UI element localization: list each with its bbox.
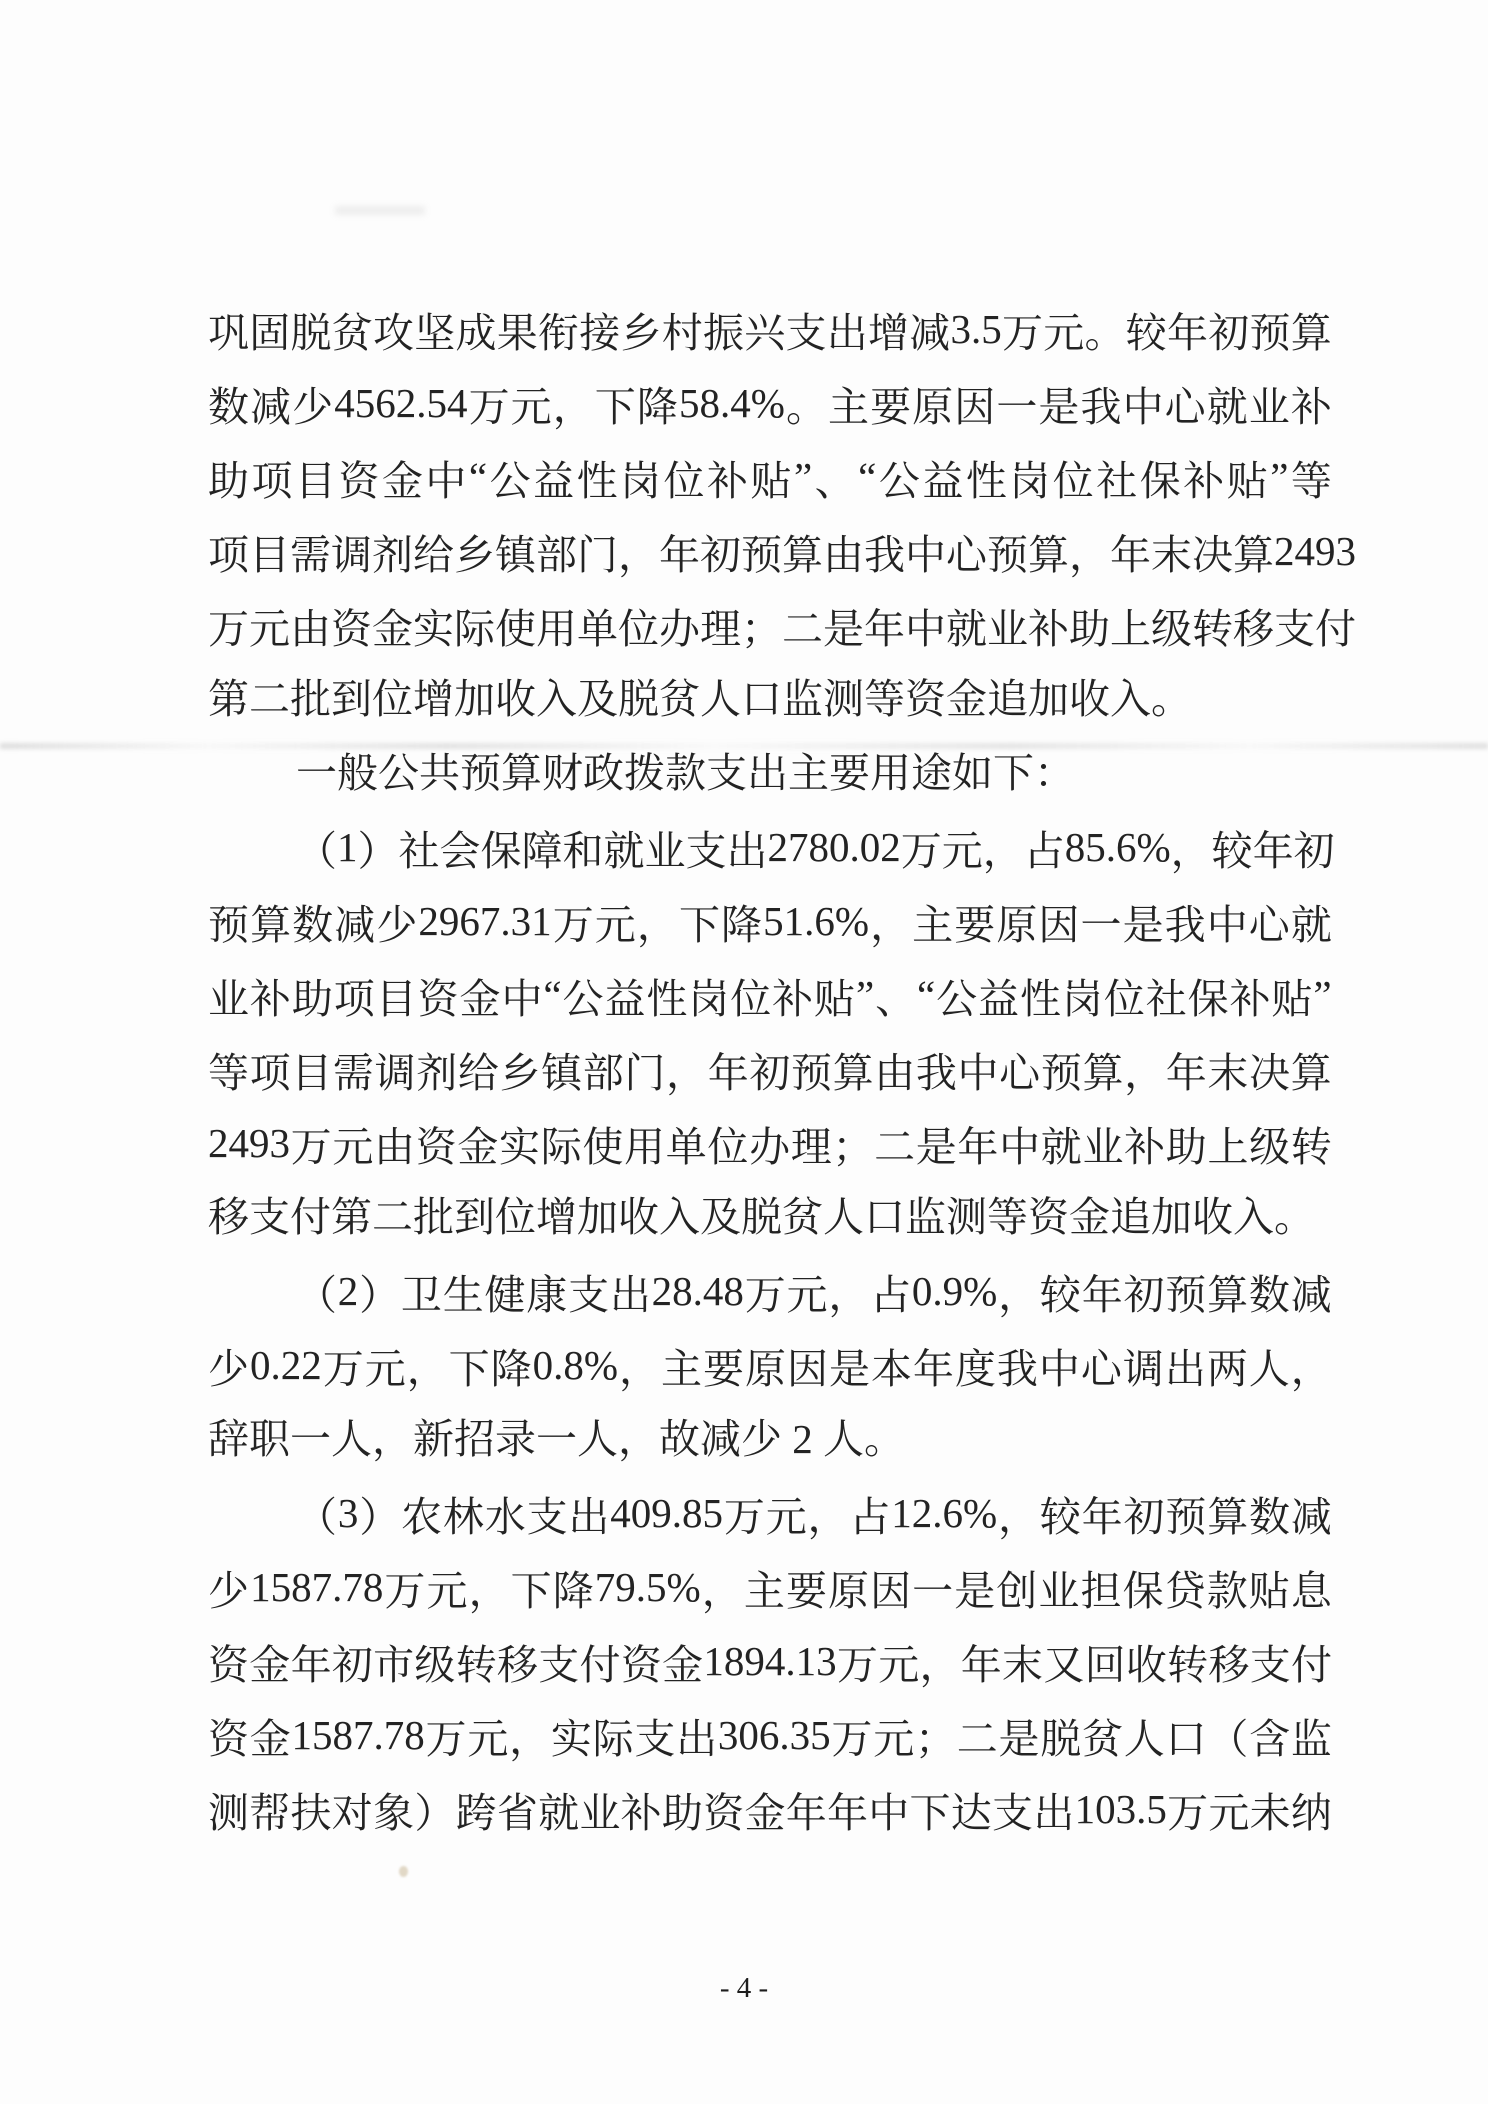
- text-line: 巩 固 脱 贫 攻 坚 成 果 衔 接 乡 村 振 兴 支 出 增 减 3.5 万 元 。 较 年 初 预 算: [208, 306, 1332, 356]
- scan-artifact-speck: [335, 206, 425, 215]
- text-line: 资 金 年 初 市 级 转 移 支 付 资 金 1894.13 万 元 ， 年 末 又 回 收 转 移 支 付: [208, 1638, 1332, 1688]
- scan-artifact-speck: [399, 1866, 408, 1877]
- text-line: 少 1587.78 万 元 ， 下 降 79.5% ， 主 要 原 因 一 是 创 业 担 保 贷 款 贴 息: [208, 1564, 1332, 1614]
- text-line: （ 1 ） 社 会 保 障 和 就 业 支 出 2780.02 万 元 ， 占 85.6% ， 较 年 初: [296, 824, 1335, 874]
- text-line: 测 帮 扶 对 象 ） 跨 省 就 业 补 助 资 金 年 年 中 下 达 支 出 103.5 万 元 未 纳: [208, 1786, 1332, 1836]
- text-line: 辞职一人，新招录一人，故减少 2 人。: [208, 1416, 905, 1462]
- text-line: 少 0.22 万 元 ， 下 降 0.8% ， 主 要 原 因 是 本 年 度 我 中 心 调 出 两 人 ，: [208, 1342, 1332, 1392]
- text-line: 资 金 1587.78 万 元 ， 实 际 支 出 306.35 万 元 ； 二 是 脱 贫 人 口 （ 含 监: [208, 1712, 1332, 1762]
- text-line: 等 项 目 需 调 剂 给 乡 镇 部 门 ， 年 初 预 算 由 我 中 心 预 算 ， 年 末 决 算: [208, 1049, 1332, 1096]
- text-line: （ 2 ） 卫 生 健 康 支 出 28.48 万 元 ， 占 0.9% ， 较 年 初 预 算 数 减: [296, 1268, 1332, 1318]
- text-line: 移支付第二批到位增加收入及脱贫人口监测等资金追加收入。: [208, 1194, 1315, 1240]
- text-line: 2493 万 元 由 资 金 实 际 使 用 单 位 办 理 ； 二 是 年 中 就 业 补 助 上 级 转: [208, 1120, 1332, 1170]
- text-line: 第二批到位增加收入及脱贫人口监测等资金追加收入。: [208, 676, 1192, 722]
- text-line: 业 补 助 项 目 资 金 中 “ 公 益 性 岗 位 补 贴 ” 、 “ 公 益 性 岗 位 社 保 补 贴 ”: [208, 972, 1332, 1022]
- text-line: （ 3 ） 农 林 水 支 出 409.85 万 元 ， 占 12.6% ， 较 年 初 预 算 数 减: [296, 1490, 1332, 1540]
- text-line: 预 算 数 减 少 2967.31 万 元 ， 下 降 51.6% ， 主 要 原 因 一 是 我 中 心 就: [208, 898, 1332, 948]
- text-line: 数 减 少 4562.54 万 元 ， 下 降 58.4% 。 主 要 原 因 一 是 我 中 心 就 业 补: [208, 380, 1332, 430]
- document-body: [208, 292, 1356, 1846]
- text-line: 助 项 目 资 金 中 “ 公 益 性 岗 位 补 贴 ” 、 “ 公 益 性 岗 位 社 保 补 贴 ” 等: [208, 454, 1332, 504]
- page-number: - 4 -: [719, 1972, 769, 2004]
- text-line: 项 目 需 调 剂 给 乡 镇 部 门 ， 年 初 预 算 由 我 中 心 预 算 ， 年 末 决 算 2493: [208, 528, 1356, 578]
- text-line: 一般公共预算财政拨款支出主要用途如下：: [296, 750, 1075, 796]
- text-line: 万 元 由 资 金 实 际 使 用 单 位 办 理 ； 二 是 年 中 就 业 补 助 上 级 转 移 支 付: [208, 605, 1356, 652]
